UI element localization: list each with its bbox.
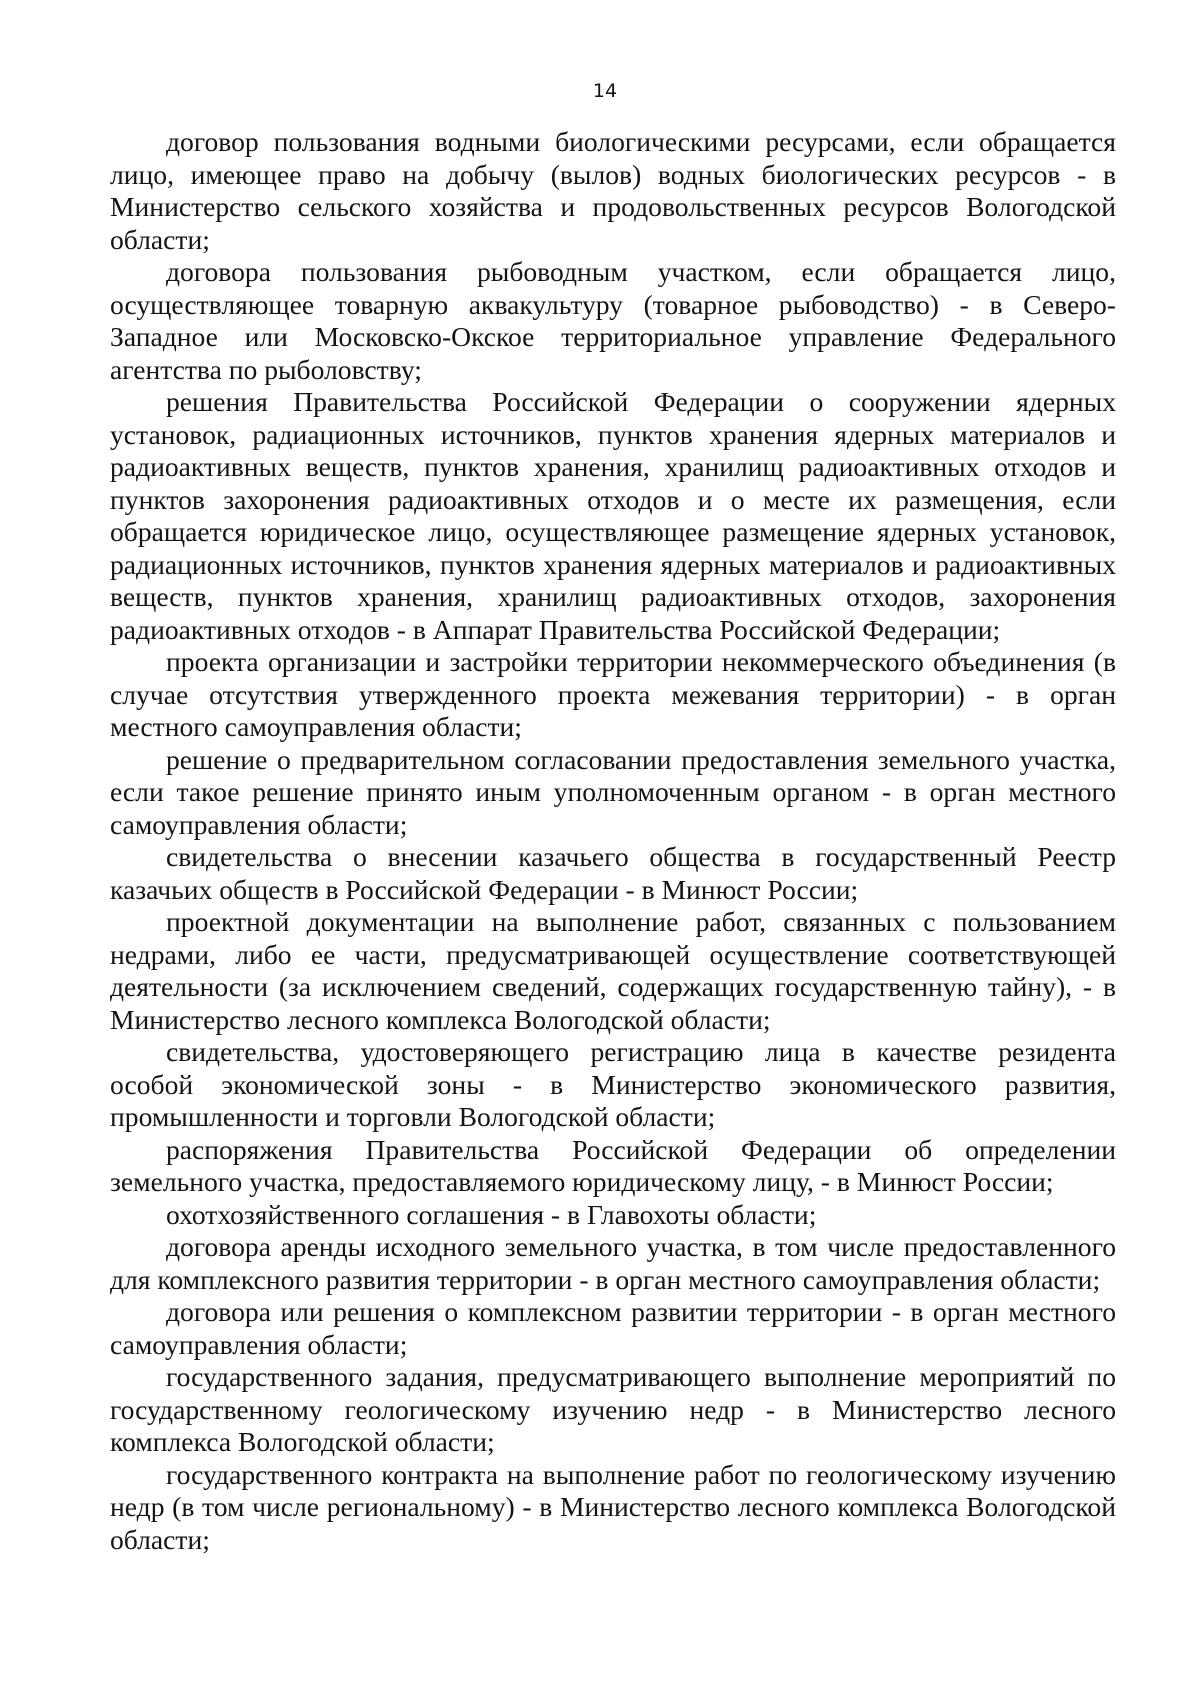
paragraph: проекта организации и застройки территории некоммерческого объединения (в случае отсутствия утвержденного проекта межевания территории) - в орган местного самоуправления области; [110, 646, 1116, 742]
paragraph: решение о предварительном согласовании предоставления земельного участка, если такое решение принято иным уполномоченным органом - в орган местного самоуправления области; [110, 743, 1116, 840]
paragraph: договора пользования рыбоводным участком, если обращается лицо, осуществляющее товарную аквакультуру (товарное рыбоводство) - в Северо-Западное или Московско-Окское территориальное управление Федерального агентства по рыболовству; [110, 256, 1116, 385]
paragraph: охотхозяйственного соглашения - в Главохоты области; [166, 1198, 817, 1230]
paragraph: договора аренды исходного земельного участка, в том числе предоставленного для комплексного развития территории - в орган местного самоуправления области; [110, 1231, 1116, 1295]
paragraph: свидетельства о внесении казачьего общества в государственный Реестр казачьих обществ в Российской Федерации - в Минюст России; [110, 841, 1116, 905]
paragraph: государственного задания, предусматривающего выполнение мероприятий по государственному геологическому изучению недр - в Министерство лесного комплекса Вологодской области; [110, 1361, 1116, 1457]
paragraph: распоряжения Правительства Российской Федерации об определении земельного участка, предоставляемого юридическому лицу, - в Минюст России; [110, 1133, 1116, 1197]
paragraph: договора или решения о комплексном развитии территории - в орган местного самоуправления области; [110, 1296, 1116, 1360]
paragraph: проектной документации на выполнение работ, связанных с пользованием недрами, либо ее части, предусматривающей осуществление соответствующей деятельности (за исключением сведений, содержащих государственную тайну), - в Министерство лесного комплекса Вологодской области; [110, 906, 1116, 1035]
paragraph: государственного контракта на выполнение работ по геологическому изучению недр (в том числе региональному) - в Министерство лесного комплекса Вологодской области; [110, 1458, 1116, 1555]
page-number: 14 [592, 80, 618, 102]
paragraph: свидетельства, удостоверяющего регистрацию лица в качестве резидента особой экономической зоны - в Министерство экономического развития, промышленности и торговли Вологодской области; [110, 1036, 1116, 1132]
paragraph: договор пользования водными биологическими ресурсами, если обращается лицо, имеющее право на добычу (вылов) водных биологических ресурсов - в Министерство сельского хозяйства и продовольственных ресурсов Вологодской области; [110, 126, 1116, 255]
paragraph: решения Правительства Российской Федерации о сооружении ядерных установок, радиационных источников, пунктов хранения ядерных материалов и радиоактивных веществ, пунктов хранения, хранилищ радиоактивных отходов и пунктов захоронения радиоактивных отходов и о месте их размещения, если обращается юридическое лицо, осуществляющее размещение ядерных установок, радиационных источников, пунктов хранения ядерных материалов и радиоактивных веществ, пунктов хранения, хранилищ радиоактивных отходов, захоронения радиоактивных отходов - в Аппарат Правительства Российской Федерации; [110, 386, 1116, 645]
document-body [110, 126, 1116, 1556]
